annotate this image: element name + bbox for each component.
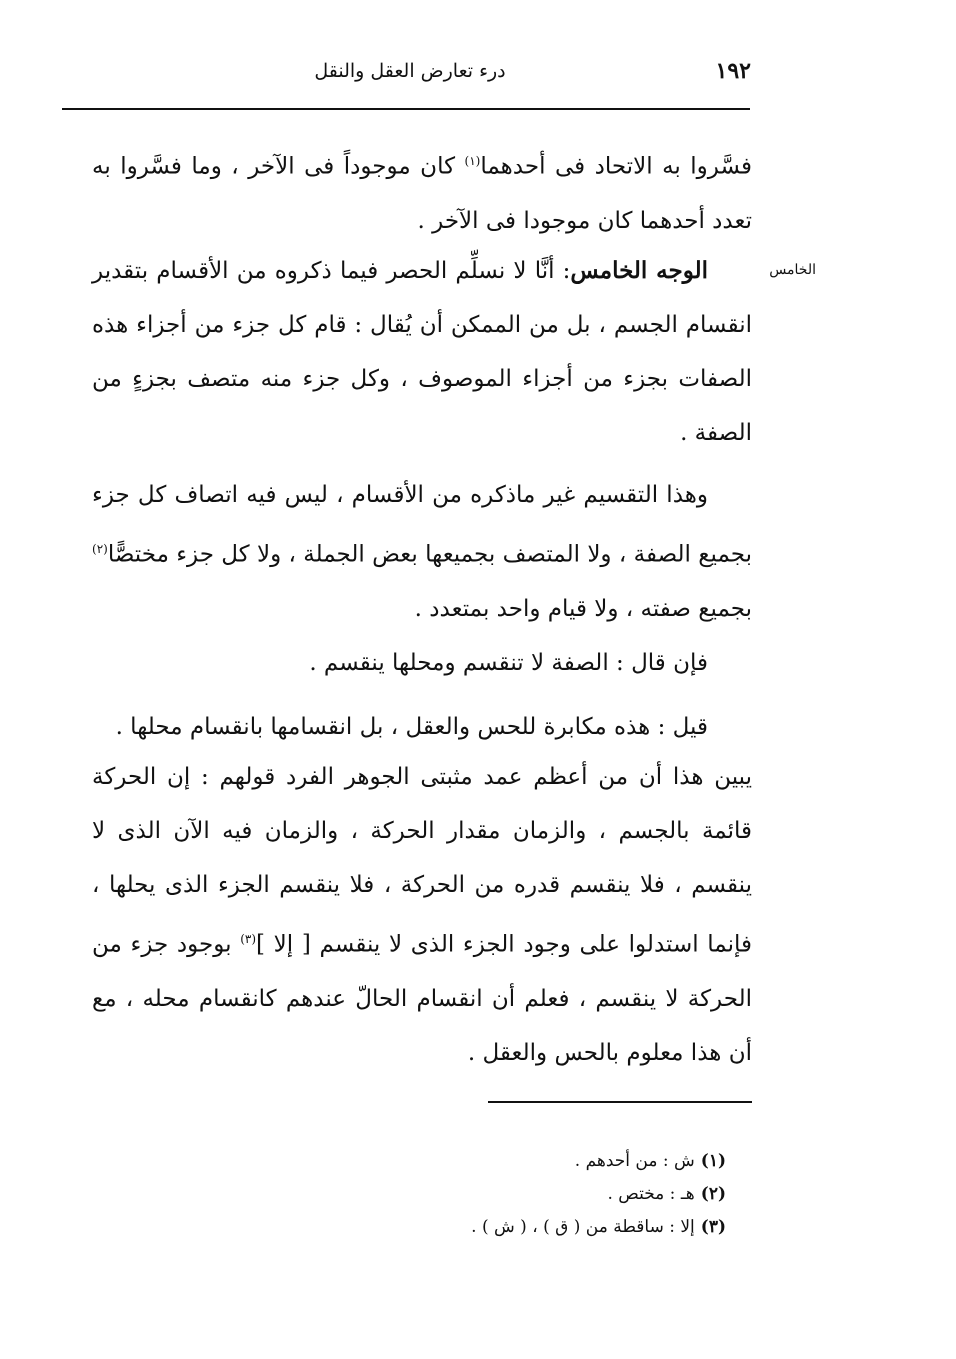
paragraph-5-text: قيل : هذه مكابرة للحس والعقل ، بل انقسامها بانقسام محلها . — [115, 714, 708, 740]
footnote-1 — [306, 1145, 726, 1178]
paragraph-1-text-b: كان موجوداً فى الآخر ، وما فسَّروا به تعدد أحدهما كان موجودا فى الآخر . — [92, 153, 752, 234]
paragraph-3 — [92, 468, 752, 636]
footnote-3 — [306, 1211, 726, 1244]
running-title: درء تعارض العقل والنقل — [314, 60, 506, 82]
paragraph-4 — [92, 636, 752, 690]
paragraph-3-text-a: وهذا التقسيم غير ماذكره من الأقسام ، ليس فيه اتصاف كل جزء بجميع الصفة ، ولا المتصف بجميعها بعض الجملة ، ولا كل جزء مختصًّا — [92, 482, 752, 568]
footnote-2-number: (٢) — [700, 1184, 726, 1204]
footnote-2 — [306, 1178, 726, 1211]
footnote-ref-3: (٣) — [240, 932, 257, 946]
section-heading-fifth: الوجه الخامس — [570, 257, 709, 284]
paragraph-2 — [92, 244, 752, 460]
footnote-1-number: (١) — [700, 1151, 726, 1171]
page-number: ١٩٢ — [715, 58, 751, 84]
header-rule — [62, 108, 750, 110]
paragraph-5 — [92, 700, 752, 754]
footnote-2-text: هـ : مختص . — [607, 1184, 695, 1204]
margin-note: الخامس — [769, 262, 816, 278]
paragraph-1 — [92, 134, 752, 248]
footnote-ref-1: (١) — [464, 154, 481, 168]
footnote-ref-2: (٢) — [92, 542, 108, 556]
footnote-3-number: (٣) — [700, 1217, 726, 1237]
footnote-1-text: ش : من أحدهم . — [574, 1151, 695, 1171]
paragraph-4-text: فإن قال : الصفة لا تنقسم ومحلها ينقسم . — [309, 650, 708, 676]
footnote-rule — [488, 1101, 752, 1103]
paragraph-1-text-a: فسَّروا به الاتحاد فى أحدهما — [480, 153, 752, 180]
paragraph-6-text-a: يبين هذا أن من أعظم عمد مثبتى الجوهر الفرد قولهم : إن الحركة قائمة بالجسم ، والزمان مقدار الحركة ، والزمان فيه الآن الذى لا ينقسم ، فلا ينقسم قدره من الحركة ، فلا ينقسم الجزء الذى يحلها ، فإنما استدلوا على وجود الجزء الذى لا ينقسم [ إلا ] — [92, 764, 752, 958]
paragraph-2-text: : أنَّا لا نسلِّم الحصر فيما ذكروه من الأقسام بتقدير انقسام الجسم ، بل من الممكن أن يُقال : قام كل جزء من أجزاء هذه الصفات بجزء من أجزاء الموصوف ، وكل جزء منه متصف بجزءٍ من الصفة . — [92, 258, 752, 446]
paragraph-6-text-b: بوجود جزء من الحركة لا ينقسم ، فعلم أن انقسام الحالّ عندهم كانقسام محله ، مع أن هذا معلوم بالحس والعقل . — [92, 931, 752, 1066]
paragraph-3-text-b: بجميع صفته ، ولا قيام واحد بمتعدد . — [414, 595, 752, 622]
footnotes — [306, 1145, 726, 1244]
paragraph-6 — [92, 750, 752, 1080]
footnote-3-text: إلا : ساقطة من ( ق ) ، ( ش ) . — [471, 1217, 695, 1237]
